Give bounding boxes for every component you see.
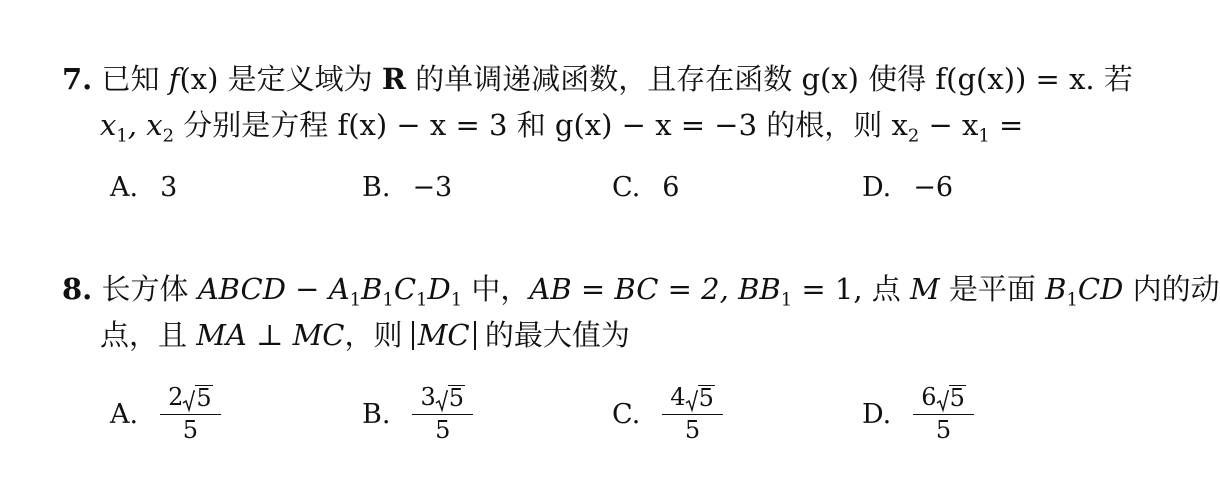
question-7 xyxy=(62,56,1162,148)
math-expr: B xyxy=(361,272,383,306)
sqrt-icon xyxy=(436,390,448,412)
math-R: R xyxy=(381,62,406,96)
fraction xyxy=(412,384,473,444)
choice-letter: A. xyxy=(110,398,139,430)
text: (x) 是定义域为 xyxy=(179,62,373,96)
choice-a[interactable] xyxy=(110,384,221,444)
q7-line-2 xyxy=(62,102,1162,148)
q7-line-1 xyxy=(62,56,1162,102)
choice-d[interactable] xyxy=(862,172,953,203)
math-M: M xyxy=(909,272,940,306)
choice-letter: B. xyxy=(362,172,391,203)
text: f(g(x)) = x. 若 xyxy=(935,62,1133,96)
numerator xyxy=(913,384,974,415)
radicand: 5 xyxy=(698,384,714,413)
math-expr: MA ⊥ MC xyxy=(196,318,345,352)
coefficient: 4 xyxy=(670,383,686,411)
q8-line-2 xyxy=(62,312,1162,358)
sqrt-icon xyxy=(686,390,698,412)
choice-a[interactable] xyxy=(110,172,177,203)
math-expr: D xyxy=(427,272,451,306)
text: f(x) − x = 3 和 g(x) − x = −3 的根，则 x xyxy=(337,108,908,142)
subscript: 1 xyxy=(116,125,128,147)
choice-value: 3 xyxy=(160,172,178,203)
choice-d[interactable] xyxy=(862,384,974,444)
denominator: 5 xyxy=(935,415,952,444)
math-expr: C xyxy=(393,272,417,306)
subscript: 1 xyxy=(1066,289,1078,311)
subscript: 2 xyxy=(907,125,920,147)
question-number: 8. xyxy=(62,272,93,306)
numerator xyxy=(662,384,723,415)
choice-value: 6 xyxy=(662,172,680,203)
text: 点，且 xyxy=(100,318,188,352)
text: = xyxy=(989,108,1024,142)
denominator: 5 xyxy=(435,415,451,444)
math-expr: ABCD − A xyxy=(197,272,350,306)
text: 长方体 xyxy=(101,272,189,306)
radicand: 5 xyxy=(949,384,965,413)
choice-letter: C. xyxy=(612,398,641,430)
subscript: 2 xyxy=(162,125,175,147)
fraction xyxy=(160,384,221,444)
math-expr: AB = BC = 2, BB xyxy=(529,272,781,306)
numerator xyxy=(160,384,221,415)
text: 的单调递减函数，且存在函数 g(x) 使得 xyxy=(415,62,927,96)
sqrt-icon xyxy=(183,390,195,412)
subscript: 1 xyxy=(349,289,362,311)
absolute-value xyxy=(412,318,476,352)
text: 的最大值为 xyxy=(484,318,630,352)
denominator: 5 xyxy=(182,415,199,444)
text: 是平面 xyxy=(948,272,1036,306)
fraction xyxy=(662,384,723,444)
question-8 xyxy=(62,266,1220,358)
radicand: 5 xyxy=(448,384,464,413)
text: 中， xyxy=(471,272,530,306)
radicand: 5 xyxy=(196,384,212,413)
q8-line-1 xyxy=(62,266,1220,312)
subscript: 1 xyxy=(978,125,990,147)
text: − x xyxy=(919,108,979,142)
subscript: 1 xyxy=(780,289,793,311)
denominator: 5 xyxy=(684,415,701,444)
text: ，则 xyxy=(344,318,403,352)
choice-value: −3 xyxy=(412,172,453,203)
math-x: , x xyxy=(127,108,163,142)
coefficient: 3 xyxy=(420,383,436,411)
choice-c[interactable] xyxy=(612,384,723,444)
choice-b[interactable] xyxy=(362,384,473,444)
choice-letter: B. xyxy=(362,398,391,430)
math-expr: CD xyxy=(1077,272,1124,306)
math-x: x xyxy=(100,108,117,142)
choice-value: −6 xyxy=(913,172,954,203)
choice-c[interactable] xyxy=(612,172,679,203)
choice-letter: C. xyxy=(612,172,641,203)
math-f: f xyxy=(168,62,180,96)
choice-letter: D. xyxy=(862,398,892,430)
choice-letter: D. xyxy=(862,172,892,203)
numerator xyxy=(412,384,473,415)
text: = 1, 点 xyxy=(801,272,901,306)
sqrt-icon xyxy=(937,390,949,412)
coefficient: 2 xyxy=(168,383,184,411)
subscript: 1 xyxy=(382,289,394,311)
text: 分别是方程 xyxy=(183,108,329,142)
math-expr: B xyxy=(1045,272,1067,306)
subscript: 1 xyxy=(450,289,463,311)
fraction xyxy=(913,384,974,444)
text: 已知 xyxy=(101,62,160,96)
math-expr: MC xyxy=(417,318,470,352)
choice-letter: A. xyxy=(110,172,139,203)
choice-b[interactable] xyxy=(362,172,452,203)
text: 内的动 xyxy=(1132,272,1220,306)
subscript: 1 xyxy=(416,289,428,311)
question-number: 7. xyxy=(62,62,93,96)
coefficient: 6 xyxy=(921,383,937,411)
